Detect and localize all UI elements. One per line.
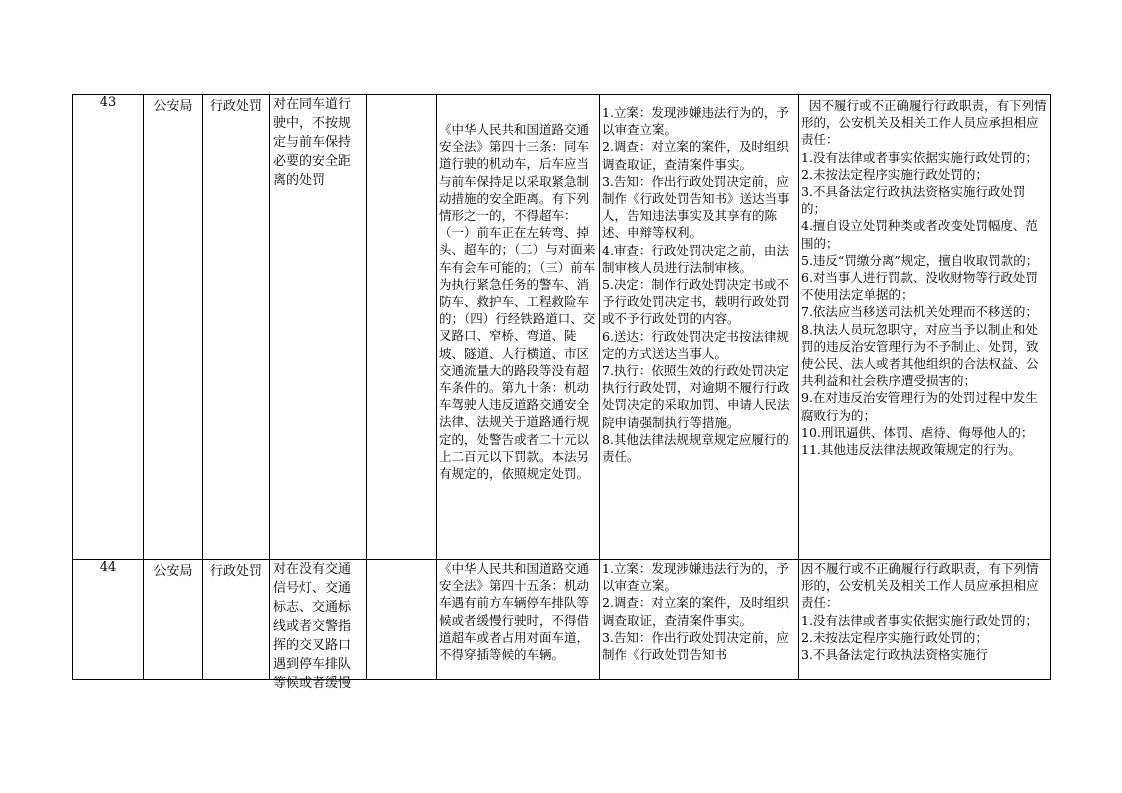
power-list-table (72, 94, 1051, 691)
responsibility-item: 3.不具备法定行政执法资格实施行政处罚的； (801, 184, 1026, 217)
department-cell: 公安局 (144, 560, 203, 680)
procedure-step: 8.其他法律法规规章规定应履行的责任。 (602, 431, 789, 465)
row-number: 44 (73, 560, 144, 680)
power-type-cell: 行政处罚 (203, 95, 270, 560)
procedure-cell (600, 95, 799, 560)
responsibility-item: 3.不具备法定行政执法资格实施行 (801, 647, 988, 663)
responsibility-item: 7.依法应当移送司法机关处理而不移送的； (801, 304, 1038, 320)
responsibility-item: 1.没有法律或者事实依据实施行政处罚的； (801, 149, 1038, 165)
power-type-cell: 行政处罚 (203, 560, 270, 680)
responsibility-cell (799, 560, 1051, 680)
procedure-step: 4.审查：行政处罚决定之前，由法制审核人员进行法制审核。 (602, 242, 789, 275)
procedure-list (600, 560, 798, 663)
responsibility-item: 2.未按法定程序实施行政处罚的； (801, 166, 988, 182)
sub-item-cell (367, 560, 437, 680)
item-name-cell (270, 95, 367, 560)
procedure-step: 2.调查：对立案的案件，及时组织调查取证，查清案件事实。 (602, 595, 789, 628)
procedure-step: 3.告知：作出行政处罚决定前，应制作《行政处罚告知书 (602, 629, 789, 663)
responsibility-item: 9.在对违反治安管理行为的处罚过程中发生腐败行为的； (801, 390, 1038, 423)
item-name-text: 对在同车道行驶中，不按规定与前车保持必要的安全距离的处罚 (273, 97, 352, 188)
legal-basis-cell (437, 95, 600, 560)
item-name-cell (270, 560, 367, 691)
responsibility-item: 10.刑讯逼供、体罚、虐待、侮辱他人的； (801, 424, 1034, 440)
responsibility-intro: 因不履行或不正确履行行政职责，有下列情形的，公安机关及相关工作人员应承担相应责任： (801, 561, 1039, 611)
responsibility-cell (799, 95, 1051, 560)
procedure-step: 2.调查：对立案的案件，及时组织调查取证，查清案件事实。 (602, 139, 789, 172)
responsibility-item: 8.执法人员玩忽职守，对应当予以制止和处罚的违反治安管理行为不予制止、处罚，致使公民、法人或者其他组织的合法权益、公共利益和社会秩序遭受损害的； (801, 321, 1039, 389)
responsibility-item: 2.未按法定程序实施行政处罚的； (801, 629, 988, 645)
responsibility-list (799, 560, 1050, 663)
procedure-step: 5.决定：制作行政处罚决定书或不予行政处罚决定书，载明行政处罚或不予行政处罚的内容。 (602, 277, 790, 327)
table-row (73, 95, 1051, 560)
department-cell: 公安局 (144, 95, 203, 560)
responsibility-item: 4.擅自设立处罚种类或者改变处罚幅度、范围的； (801, 218, 1038, 251)
procedure-step: 1.立案：发现涉嫌违法行为的，予以审查立案。 (602, 561, 789, 594)
procedure-step: 1.立案：发现涉嫌违法行为的，予以审查立案。 (602, 105, 789, 138)
procedure-step: 3.告知：作出行政处罚决定前，应制作《行政处罚告知书》送达当事人，告知违法事实及其享有的陈述、申辩等权利。 (602, 173, 790, 241)
legal-basis-text: 《中华人民共和国道路交通安全法》第四十五条：机动车遇有前方车辆停车排队等候或者缓慢行驶时，不得借道超车或者占用对面车道，不得穿插等候的车辆。 (439, 561, 590, 663)
sub-item-cell (367, 95, 437, 560)
procedure-list (600, 95, 798, 465)
responsibility-intro: 因不履行或不正确履行行政职责，有下列情形的，公安机关及相关工作人员应承担相应责任： (801, 98, 1047, 148)
row-number: 43 (73, 95, 144, 560)
procedure-step: 6.送达：行政处罚决定书按法律规定的方式送达当事人。 (602, 328, 789, 361)
item-name-text: 对在没有交通信号灯、交通标志、交通标线或者交警指挥的交叉路口遇到停车排队等候或者缓慢 (273, 562, 352, 691)
responsibility-item: 6.对当事人进行罚款、没收财物等行政处罚不使用法定单据的； (801, 270, 1038, 303)
table-row (73, 560, 1051, 680)
responsibility-item: 11.其他违反法律法规政策规定的行为。 (801, 442, 1021, 458)
responsibility-item: 1.没有法律或者事实依据实施行政处罚的； (801, 612, 1038, 628)
legal-basis-text: 《中华人民共和国道路交通安全法》第四十三条：同车道行驶的机动车，后车应当与前车保持足以采取紧急制动措施的安全距离。有下列情形之一的，不得超车：（一）前车正在左转弯、掉头、超车的；（二）与对面来车有会车可能的；（三）前车为执行紧急任务的警车、消防车、救护车、工程救险车的；（四）行经铁路道口、交叉路口、窄桥、弯道、陡坡、隧道、人行横道、市区交通流量大的路段等没有超车条件的。第九十条：机动车驾驶人违反道路交通安全法律、法规关于道路通行规定的，处警告或者二十元以上二百元以下罚款。本法另有规定的，依照规定处罚。 (439, 122, 596, 482)
procedure-step: 7.执行：依照生效的行政处罚决定执行行政处罚，对逾期不履行行政处罚决定的采取加罚、申请人民法院申请强制执行等措施。 (602, 363, 790, 430)
procedure-cell (600, 560, 799, 680)
responsibility-list (799, 95, 1050, 458)
responsibility-item: 5.违反“罚缴分离”规定，擅自收取罚款的； (801, 252, 1039, 268)
legal-basis-cell (437, 560, 600, 680)
